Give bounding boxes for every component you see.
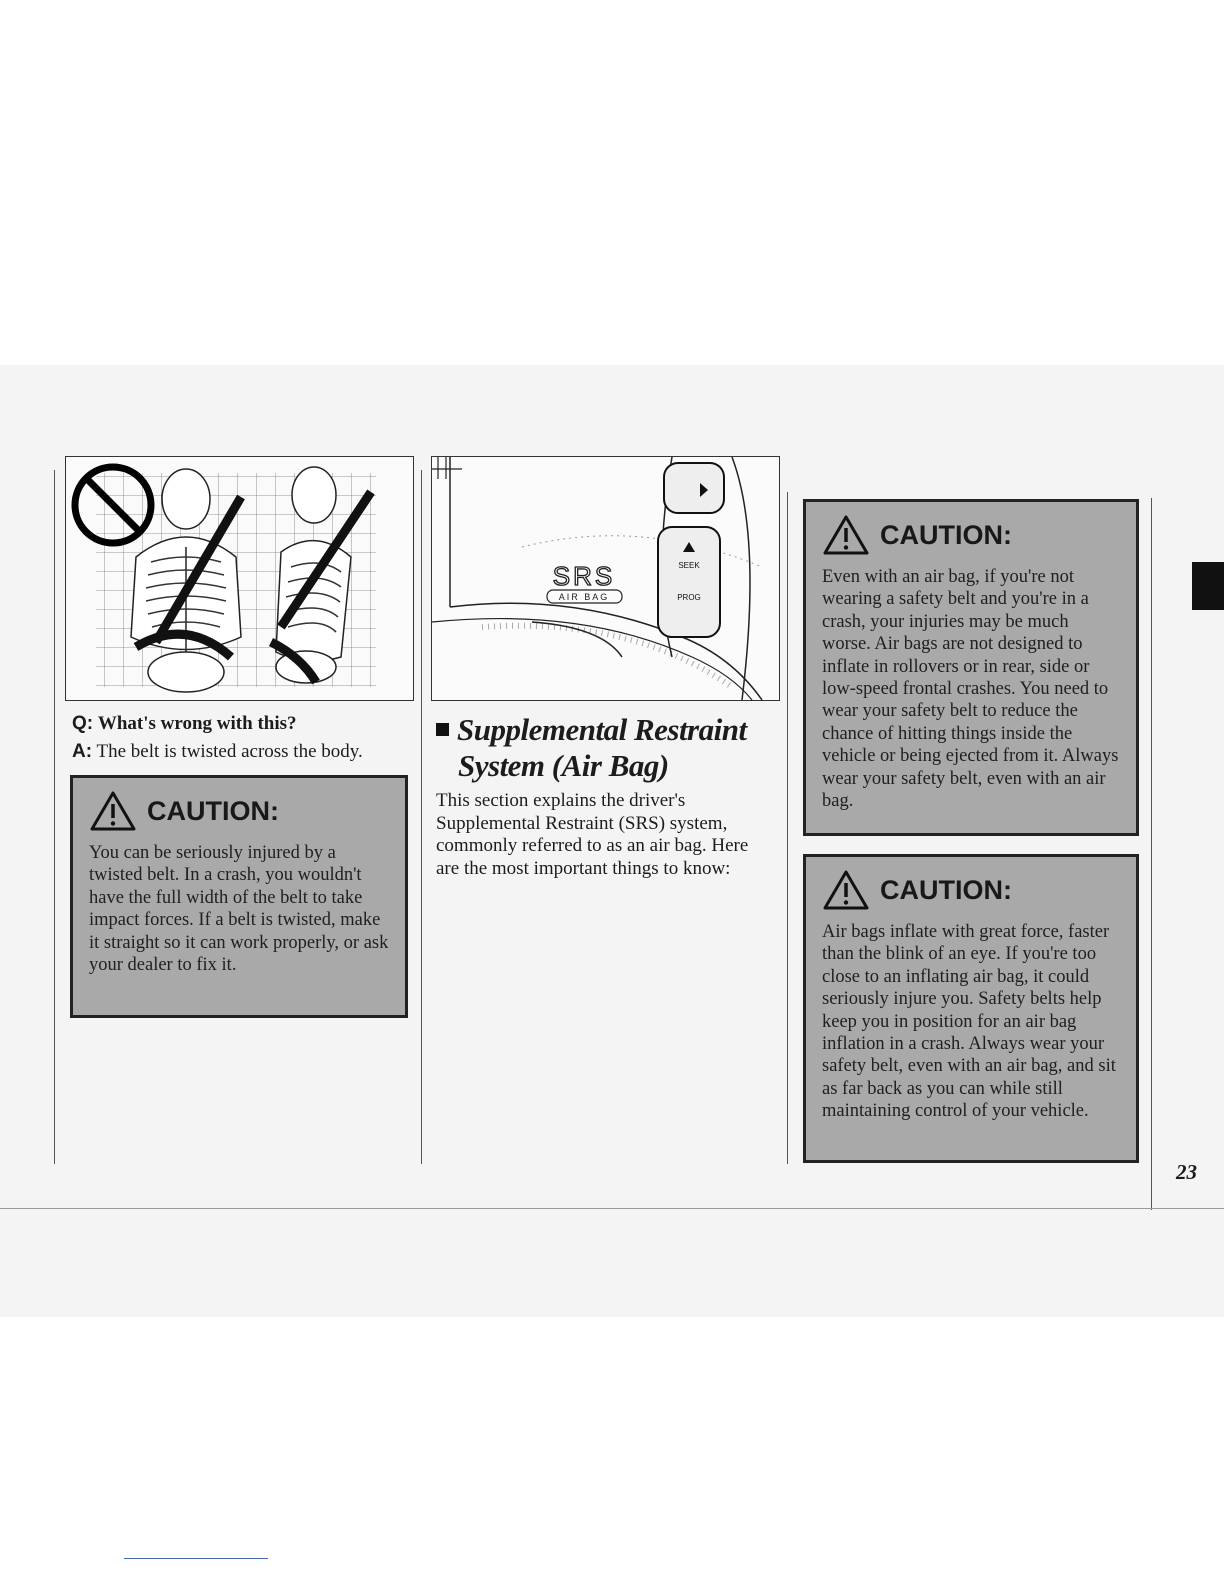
answer-text: The belt is twisted across the body. xyxy=(96,741,363,762)
section-heading xyxy=(436,712,747,784)
question-line xyxy=(72,713,297,735)
column-rule-left xyxy=(54,470,55,1164)
caution-header xyxy=(822,869,1122,911)
answer-line xyxy=(72,741,363,763)
question-text: What's wrong with this? xyxy=(97,713,297,734)
warning-triangle-icon xyxy=(822,514,870,556)
page-edge-rule xyxy=(1151,498,1152,1210)
caution-box-safety-belt xyxy=(803,499,1139,836)
steering-wheel-airbag-illustration xyxy=(431,456,780,701)
caution-text: You can be seriously injured by a twisted belt. In a crash, you wouldn't have the full width of the belt to take impact forces. If a belt is twisted, make it straight so it can work properly, or ask your dealer to fix it. xyxy=(89,843,389,976)
steering-wheel-drawing xyxy=(432,457,779,700)
section-title-line1: Supplemental Restraint xyxy=(457,712,747,747)
twisted-belt-illustration xyxy=(65,456,414,701)
srs-emblem: SRS xyxy=(552,561,616,591)
section-intro-text: This section explains the driver's Supplemental Restraint (SRS) system, commonly referred to as an air bag. Here are the most important things to know: xyxy=(436,790,749,879)
question-label: Q: xyxy=(72,713,94,734)
section-title-line2: System (Air Bag) xyxy=(458,748,669,783)
page-number: 23 xyxy=(1176,1160,1197,1184)
column-rule-right xyxy=(787,492,788,1164)
thumb-index-tab xyxy=(1192,562,1224,610)
caution-title: CAUTION: xyxy=(880,874,1012,905)
caution-box-twisted-belt xyxy=(70,775,408,1018)
caution-title: CAUTION: xyxy=(147,795,279,826)
footer-link-underline xyxy=(124,1558,268,1559)
answer-label: A: xyxy=(72,741,93,762)
caution-header xyxy=(822,514,1122,556)
footer-rule xyxy=(0,1208,1224,1209)
caution-text: Even with an air bag, if you're not wearing a safety belt and you're in a crash, your injuries may be much worse. Air bags are not designed to inflate in rollovers or in rear, side or low-speed frontal crashes. You need to wear your safety belt to reduce the chance of hitting things inside the vehicle or being ejected from it. Always wear your safety belt, even with an air bag. xyxy=(822,567,1119,812)
caution-text: Air bags inflate with great force, faster than the blink of an eye. If you're too close to an inflating air bag, it could seriously injure you. Safety belts help keep you in position for an air bag inflation in a crash. Always wear your safety belt, even with an air bag, and sit as far back as you can while still maintaining control of your vehicle. xyxy=(822,922,1116,1122)
airbag-emblem: AIR BAG xyxy=(558,592,610,602)
seek-label: SEEK xyxy=(678,561,700,570)
prog-label: PROG xyxy=(677,593,701,602)
skeleton-belt-drawing xyxy=(66,457,413,700)
caution-box-inflation-force xyxy=(803,854,1139,1163)
warning-triangle-icon xyxy=(89,790,137,832)
warning-triangle-icon xyxy=(822,869,870,911)
caution-header xyxy=(89,790,391,832)
heading-bullet xyxy=(436,723,449,736)
caution-title: CAUTION: xyxy=(880,519,1012,550)
column-rule-middle xyxy=(421,470,422,1164)
